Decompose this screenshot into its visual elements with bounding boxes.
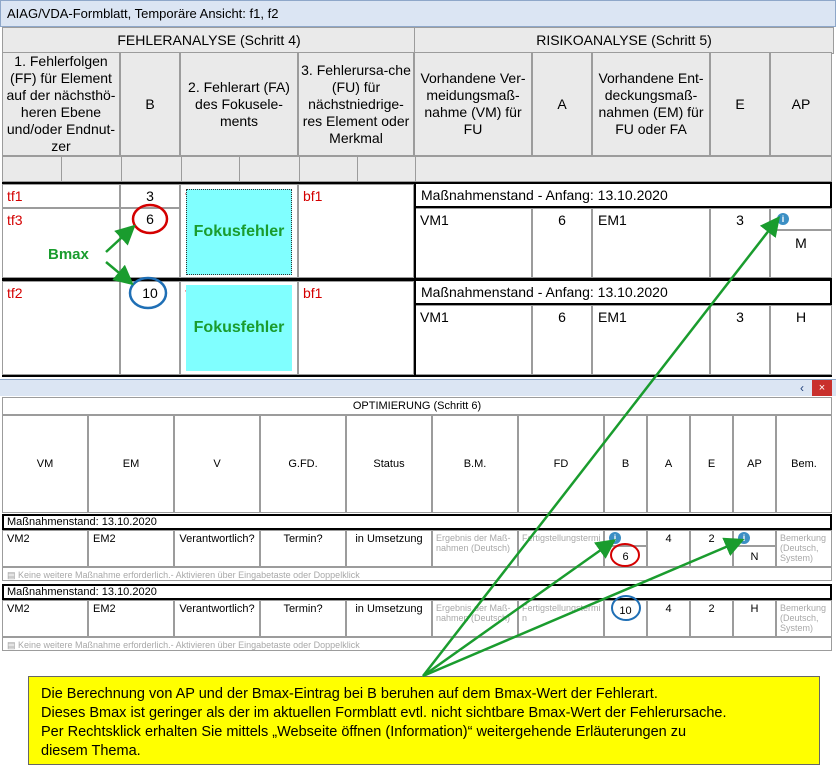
a-cell[interactable]: 4 xyxy=(647,600,690,637)
status-cell[interactable]: in Umsetzung xyxy=(346,530,432,567)
ff-cell[interactable]: tf2 xyxy=(2,281,120,375)
status-cell[interactable]: in Umsetzung xyxy=(346,600,432,637)
massnahmenstand-row[interactable]: Maßnahmenstand - Anfang: 13.10.2020 xyxy=(414,182,832,208)
ff-cell[interactable]: tf3 xyxy=(2,208,120,278)
section-risikoanalyse: RISIKOANALYSE (Schritt 5) xyxy=(414,27,832,52)
vm-cell[interactable]: VM1 xyxy=(414,305,532,375)
ap-cell[interactable]: M xyxy=(770,230,832,278)
b-cell[interactable]: 3 xyxy=(120,184,180,208)
header-gfd: G.FD. xyxy=(260,415,346,513)
b-cell[interactable]: 10 xyxy=(604,600,647,637)
bem-cell[interactable]: Bemerkung (Deutsch, System) xyxy=(776,530,832,567)
info-icon[interactable]: i xyxy=(738,532,750,544)
header-a: A xyxy=(532,52,592,156)
em-cell[interactable]: EM2 xyxy=(88,600,174,637)
a-cell[interactable]: 6 xyxy=(532,208,592,278)
header-ap: AP xyxy=(770,52,832,156)
e-cell[interactable]: 2 xyxy=(690,600,733,637)
ff-cell[interactable]: tf1 xyxy=(2,184,120,208)
header-ff: 1. Fehlerfolgen (FF) für Element auf der nächsthö-heren Ebene und/oder Endnut-zer xyxy=(2,52,120,156)
note-line: diesem Thema. xyxy=(41,743,141,759)
header-v: V xyxy=(174,415,260,513)
footer-row[interactable]: ▤ Keine weitere Maßnahme erforderlich.- Aktivieren über Eingabetaste oder Doppelklick xyxy=(2,637,832,651)
massnahmenstand-row[interactable]: Maßnahmenstand: 13.10.2020 xyxy=(2,584,832,600)
gfd-cell[interactable]: Termin? xyxy=(260,600,346,637)
fu-cell[interactable]: bf1 xyxy=(298,281,414,375)
header-bm: B.M. xyxy=(432,415,518,513)
header-vm: VM xyxy=(2,415,88,513)
bmax-label: Bmax xyxy=(48,246,89,263)
fd-cell[interactable]: Fertigstellungstermi n xyxy=(518,600,604,637)
fu-cell[interactable]: bf1 xyxy=(298,184,414,278)
e-cell[interactable]: 2 xyxy=(690,530,733,567)
ap-cell[interactable]: H xyxy=(770,305,832,375)
e-cell[interactable]: 3 xyxy=(710,208,770,278)
note-line: Per Rechtsklick erhalten Sie mittels „Webseite öffnen (Information)“ weitergehende Erläuterungen zu xyxy=(41,724,687,740)
header-fa: 2. Fehlerart (FA) des Fokusele-ments xyxy=(180,52,298,156)
arrow xyxy=(423,541,740,676)
info-icon[interactable]: i xyxy=(609,532,621,544)
v-cell[interactable]: Verantwortlich? xyxy=(174,530,260,567)
highlight-circle-blue xyxy=(612,596,640,620)
bm-cell[interactable]: Ergebnis der Maß-nahmen (Deutsch) xyxy=(432,600,518,637)
header-b: B xyxy=(120,52,180,156)
b-cell[interactable]: 6 xyxy=(604,546,647,567)
optimierung-title: OPTIMIERUNG (Schritt 6) xyxy=(2,397,832,415)
v-cell[interactable]: Verantwortlich? xyxy=(174,600,260,637)
arrow xyxy=(423,542,612,676)
header-fu: 3. Fehlerursa-che (FU) für nächstniedrige-res Element oder Merkmal xyxy=(298,52,414,156)
ap-cell[interactable]: N xyxy=(733,546,776,567)
arrow xyxy=(106,228,132,252)
highlight-circle-red xyxy=(611,544,639,566)
em-cell[interactable]: EM1 xyxy=(592,305,710,375)
collapse-button[interactable]: ‹ xyxy=(800,381,804,395)
header-fd: FD xyxy=(518,415,604,513)
window-title: AIAG/VDA-Formblatt, Temporäre Ansicht: f1, f2 xyxy=(7,6,279,21)
header-em: EM xyxy=(88,415,174,513)
note-line: Dieses Bmax ist geringer als der im aktuellen Formblatt evtl. nicht sichtbare Bmax-Wert der Fehlerursache. xyxy=(41,705,727,721)
header-em: Vorhandene Ent-deckungsmaß-nahmen (EM) für FU oder FA xyxy=(592,52,710,156)
massnahmenstand-row[interactable]: Maßnahmenstand: 13.10.2020 xyxy=(2,514,832,530)
a-cell[interactable]: 6 xyxy=(532,305,592,375)
bem-cell[interactable]: Bemerkung (Deutsch, System) xyxy=(776,600,832,637)
em-cell[interactable]: EM1 xyxy=(592,208,710,278)
document-icon: ▤ xyxy=(7,570,19,580)
b-cell[interactable]: 6 xyxy=(120,208,180,278)
highlight-circle-red xyxy=(133,205,167,233)
b-cell[interactable]: 10 xyxy=(120,281,180,375)
e-cell[interactable]: 3 xyxy=(710,305,770,375)
a-cell[interactable]: 4 xyxy=(647,530,690,567)
close-button[interactable]: × xyxy=(812,380,832,396)
vm-cell[interactable]: VM2 xyxy=(2,600,88,637)
footer-row[interactable]: ▤ Keine weitere Maßnahme erforderlich.- Aktivieren über Eingabetaste oder Doppelklick xyxy=(2,567,832,581)
header-status: Status xyxy=(346,415,432,513)
ap-cell[interactable]: H xyxy=(733,600,776,637)
vm-cell[interactable]: VM2 xyxy=(2,530,88,567)
header-e: E xyxy=(690,415,733,513)
document-icon: ▤ xyxy=(7,640,19,650)
section-fehleranalyse: FEHLERANALYSE (Schritt 4) xyxy=(2,27,414,52)
em-cell[interactable]: EM2 xyxy=(88,530,174,567)
arrow xyxy=(423,220,777,676)
arrow xyxy=(106,262,130,282)
massnahmenstand-row[interactable]: Maßnahmenstand - Anfang: 13.10.2020 xyxy=(414,279,832,305)
header-vm: Vorhandene Ver-meidungsmaß-nahme (VM) für FU xyxy=(414,52,532,156)
header-b: B xyxy=(604,415,647,513)
note-line: Die Berechnung von AP und der Bmax-Eintrag bei B beruhen auf dem Bmax-Wert der Fehlerart. xyxy=(41,686,658,702)
bm-cell[interactable]: Ergebnis der Maß-nahmen (Deutsch) xyxy=(432,530,518,567)
fokus-box: Fokusfehler xyxy=(186,189,292,275)
vm-cell[interactable]: VM1 xyxy=(414,208,532,278)
fokus-box: Fokusfehler xyxy=(186,285,292,371)
header-a: A xyxy=(647,415,690,513)
fd-cell[interactable]: Fertigstellungstermi xyxy=(518,530,604,567)
gfd-cell[interactable]: Termin? xyxy=(260,530,346,567)
header-bem: Bem. xyxy=(776,415,832,513)
header-ap: AP xyxy=(733,415,776,513)
header-e: E xyxy=(710,52,770,156)
info-icon[interactable]: i xyxy=(777,213,789,225)
highlight-circle-blue xyxy=(130,278,166,308)
